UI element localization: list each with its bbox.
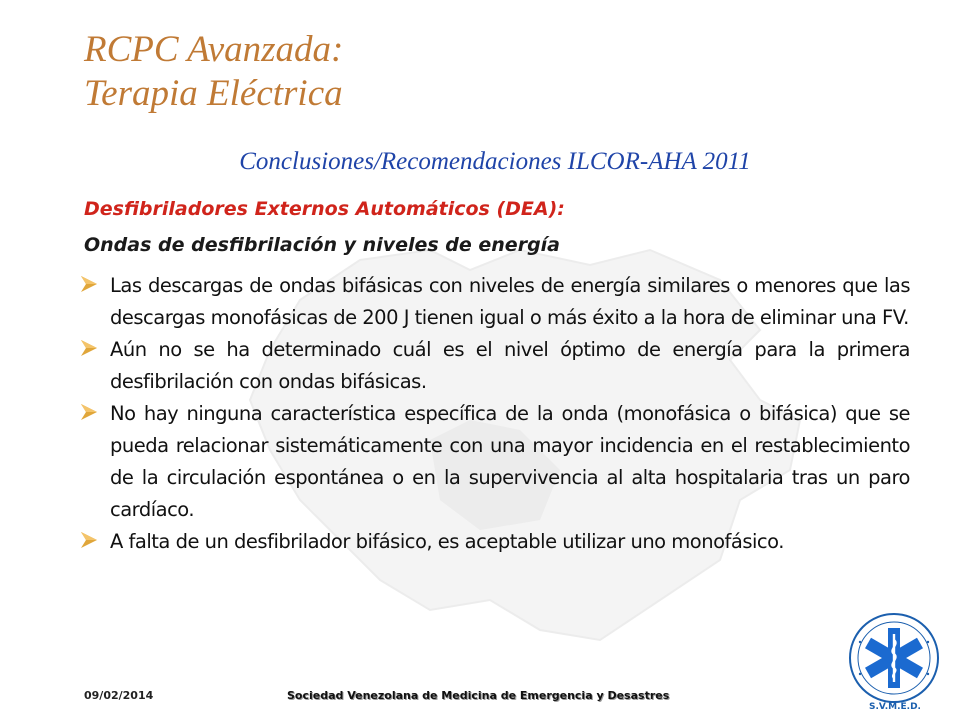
svmed-logo — [840, 612, 948, 716]
bullet-text: No hay ninguna característica específica de la onda (monofásica o bifásica) que se pueda relacionar sistemáticamente con una mayor incidencia en el restablecimiento de la circulación espontánea o en la supervivencia al alta hospitalaria tras un paro cardíaco. — [110, 402, 910, 521]
bullet-text: A falta de un desfibrilador bifásico, es aceptable utilizar uno monofásico. — [110, 530, 784, 553]
slide-title — [84, 28, 343, 116]
arrow-bullet-icon — [78, 338, 100, 358]
arrow-bullet-icon — [78, 402, 100, 422]
section-subheading: Ondas de desfibrilación y niveles de energía — [84, 234, 561, 256]
arrow-bullet-icon — [78, 530, 100, 550]
footer-organization: Sociedad Venezolana de Medicina de Emergencia y Desastres — [287, 689, 670, 702]
section-heading: Desfibriladores Externos Automáticos (DEA): — [84, 198, 565, 220]
bullet-item — [78, 398, 910, 526]
bullet-item — [78, 334, 910, 398]
footer-date: 09/02/2014 — [84, 689, 154, 702]
bullet-list — [78, 270, 910, 558]
bullet-text: Aún no se ha determinado cuál es el nivel óptimo de energía para la primera desfibrilación con ondas bifásicas. — [110, 338, 910, 393]
bullet-item — [78, 526, 910, 558]
arrow-bullet-icon — [78, 274, 100, 294]
logo-caption: S.V.M.E.D. — [869, 702, 921, 712]
slide-subtitle: Conclusiones/Recomendaciones ILCOR-AHA 2011 — [239, 148, 751, 175]
bullet-text: Las descargas de ondas bifásicas con niveles de energía similares o menores que las descargas monofásicas de 200 J tienen igual o más éxito a la hora de eliminar una FV. — [110, 274, 910, 329]
bullet-item — [78, 270, 910, 334]
title-line-1: RCPC Avanzada: — [84, 29, 344, 70]
title-line-2: Terapia Eléctrica — [84, 73, 343, 114]
